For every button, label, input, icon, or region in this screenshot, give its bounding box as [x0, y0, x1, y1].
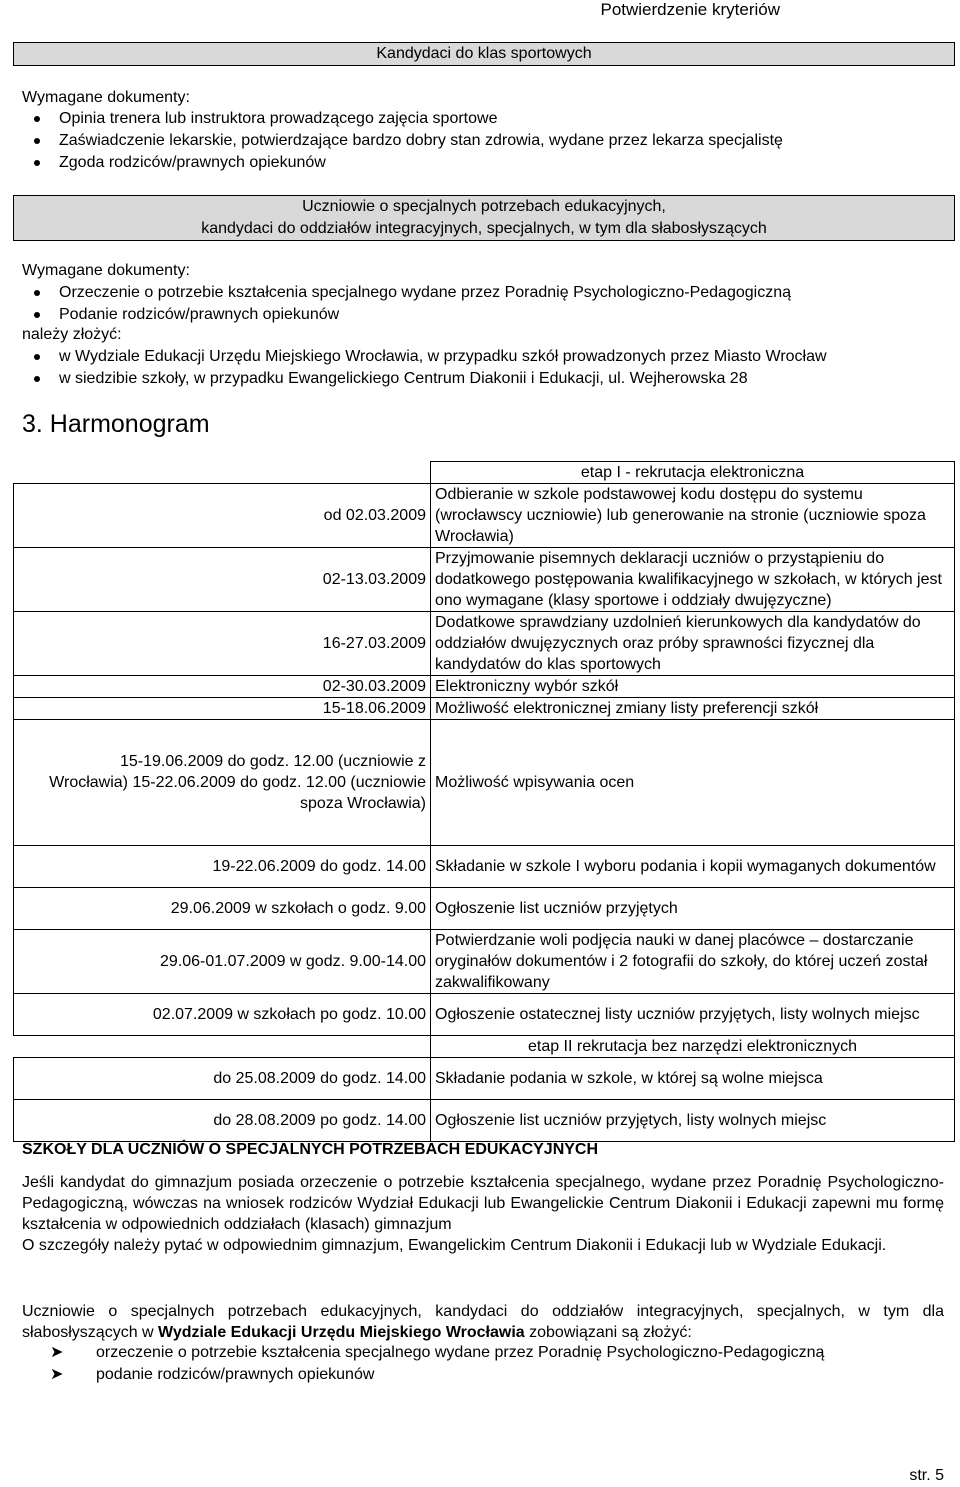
date-cell: 29.06.2009 w szkołach o godz. 9.00: [14, 888, 431, 930]
sen-paragraphs: [22, 1172, 944, 1256]
arrow-bullet-icon: ➤: [50, 1344, 64, 1361]
list-item: w Wydziale Edukacji Urzędu Miejskiego Wrocławia, w przypadku szkół prowadzonych przez Miasto Wrocław: [22, 346, 827, 368]
date-cell: do 28.08.2009 po godz. 14.00: [14, 1100, 431, 1142]
date-cell: do 25.08.2009 do godz. 14.00: [14, 1058, 431, 1100]
table-row: [14, 548, 955, 612]
desc-cell: Przyjmowanie pisemnych deklaracji uczniów o przystąpieniu do dodatkowego postępowania kwalifikacyjnego w szkołach, w których jest ono wymagane (klasy sportowe i oddziały dwujęzyczne): [431, 548, 955, 612]
sen-items-list: [50, 1342, 824, 1386]
date-cell: 16-27.03.2009: [14, 612, 431, 676]
table-row: [14, 484, 955, 548]
date-cell: od 02.03.2009: [14, 484, 431, 548]
bullet-icon: [34, 312, 40, 318]
desc-cell: Możliwość elektronicznej zmiany listy preferencji szkół: [431, 698, 955, 720]
table-row: [14, 1058, 955, 1100]
sport-candidates-box-title: Kandydaci do klas sportowych: [376, 45, 592, 62]
table-row: [14, 698, 955, 720]
sport-docs-label: Wymagane dokumenty:: [22, 89, 190, 106]
table-row: [14, 676, 955, 698]
sen-heading: SZKOŁY DLA UCZNIÓW O SPECJALNYCH POTRZEBACH EDUKACYJNYCH: [22, 1141, 599, 1158]
bullet-icon: [34, 160, 40, 166]
list-item: Zgoda rodziców/prawnych opiekunów: [22, 152, 783, 174]
table-row: [14, 1036, 955, 1058]
date-cell: 15-18.06.2009: [14, 698, 431, 720]
date-cell: 02-13.03.2009: [14, 548, 431, 612]
date-cell: 02.07.2009 w szkołach po godz. 10.00: [14, 994, 431, 1036]
special-docs-list: [22, 282, 791, 326]
sen-paragraph-3: Uczniowie o specjalnych potrzebach edukacyjnych, kandydaci do oddziałów integracyjnych, specjalnych, w tym dla słabosłyszących w Wydziale Edukacji Urzędu Miejskiego Wrocławia zobowiązani są złożyć:: [22, 1303, 944, 1341]
list-item: Zaświadczenie lekarskie, potwierdzające bardzo dobry stan zdrowia, wydane przez lekarza specjalistę: [22, 130, 783, 152]
list-item: ➤ podanie rodziców/prawnych opiekunów: [50, 1364, 824, 1386]
arrow-bullet-icon: ➤: [50, 1366, 64, 1383]
date-cell: 15-19.06.2009 do godz. 12.00 (uczniowie z Wrocławia) 15-22.06.2009 do godz. 12.00 (uczniowie spoza Wrocławia): [14, 720, 431, 846]
sport-candidates-box: [13, 42, 955, 66]
page-header-title: Potwierdzenie kryteriów: [600, 0, 780, 19]
harmonogram-heading: 3. Harmonogram: [22, 410, 210, 438]
stage2-title: etap II rekrutacja bez narzędzi elektronicznych: [431, 1036, 955, 1058]
bullet-icon: [34, 376, 40, 382]
table-row: [14, 846, 955, 888]
desc-cell: Ogłoszenie ostatecznej listy uczniów przyjętych, listy wolnych miejsc: [431, 994, 955, 1036]
desc-cell: Składanie w szkole I wyboru podania i kopii wymaganych dokumentów: [431, 846, 955, 888]
desc-cell: Ogłoszenie list uczniów przyjętych, listy wolnych miejsc: [431, 1100, 955, 1142]
list-item: Orzeczenie o potrzebie kształcenia specjalnego wydane przez Poradnię Psychologiczno-Pedagogiczną: [22, 282, 791, 304]
harmonogram-table: [13, 461, 955, 1142]
sen-paragraph-2: O szczegóły należy pytać w odpowiednim gimnazjum, Ewangelickim Centrum Diakonii i Edukacji lub w Wydziale Edukacji.: [22, 1237, 887, 1254]
table-row: [14, 720, 955, 846]
sport-docs-list: [22, 108, 783, 174]
desc-cell: Dodatkowe sprawdziany uzdolnień kierunkowych dla kandydatów do oddziałów dwujęzycznych oraz próby sprawności fizycznej dla kandydatów do klas sportowych: [431, 612, 955, 676]
bullet-icon: [34, 116, 40, 122]
table-row: [14, 612, 955, 676]
table-row: [14, 888, 955, 930]
desc-cell: Składanie podania w szkole, w której są wolne miejsca: [431, 1058, 955, 1100]
desc-cell: Potwierdzanie woli podjęcia nauki w danej placówce – dostarczanie oryginałów dokumentów i 2 fotografii do szkoły, do której uczeń został zakwalifikowany: [431, 930, 955, 994]
where-list: [22, 346, 827, 390]
bullet-icon: [34, 290, 40, 296]
page-number: str. 5: [909, 1467, 944, 1484]
table-row: [14, 930, 955, 994]
table-row: [14, 994, 955, 1036]
table-row: [14, 1100, 955, 1142]
desc-cell: Możliwość wpisywania ocen: [431, 720, 955, 846]
sen-paragraph-1: Jeśli kandydat do gimnazjum posiada orzeczenie o potrzebie kształcenia specjalnego, wydane przez Poradnię Psychologiczno-Pedagogiczną, wówczas na wniosek rodziców Wydział Edukacji lub Ewangelickie Centrum Diakonii i Edukacji zapewni mu formę kształcenia w odpowiednich oddziałach (klasach) gimnazjum: [22, 1174, 944, 1233]
special-needs-box-line1: Uczniowie o specjalnych potrzebach edukacyjnych,: [302, 198, 666, 215]
table-row: [14, 462, 955, 484]
where-label: należy złożyć:: [22, 326, 122, 343]
list-item: w siedzibie szkoły, w przypadku Ewangelickiego Centrum Diakonii i Edukacji, ul. Wejherowska 28: [22, 368, 827, 390]
bullet-icon: [34, 354, 40, 360]
list-item: Podanie rodziców/prawnych opiekunów: [22, 304, 791, 326]
date-cell: 29.06-01.07.2009 w godz. 9.00-14.00: [14, 930, 431, 994]
list-item: Opinia trenera lub instruktora prowadzącego zajęcia sportowe: [22, 108, 783, 130]
stage1-title: etap I - rekrutacja elektroniczna: [431, 462, 955, 484]
special-docs-label: Wymagane dokumenty:: [22, 262, 190, 279]
special-needs-box-line2: kandydaci do oddziałów integracyjnych, specjalnych, w tym dla słabosłyszących: [201, 220, 767, 237]
bullet-icon: [34, 138, 40, 144]
date-cell: 02-30.03.2009: [14, 676, 431, 698]
desc-cell: Odbieranie w szkole podstawowej kodu dostępu do systemu (wrocławscy uczniowie) lub generowanie na stronie (uczniowie spoza Wrocławia): [431, 484, 955, 548]
date-cell: 19-22.06.2009 do godz. 14.00: [14, 846, 431, 888]
list-item: ➤ orzeczenie o potrzebie kształcenia specjalnego wydane przez Poradnię Psychologiczno-Pedagogiczną: [50, 1342, 824, 1364]
desc-cell: Elektroniczny wybór szkół: [431, 676, 955, 698]
desc-cell: Ogłoszenie list uczniów przyjętych: [431, 888, 955, 930]
special-needs-box: [13, 195, 955, 241]
